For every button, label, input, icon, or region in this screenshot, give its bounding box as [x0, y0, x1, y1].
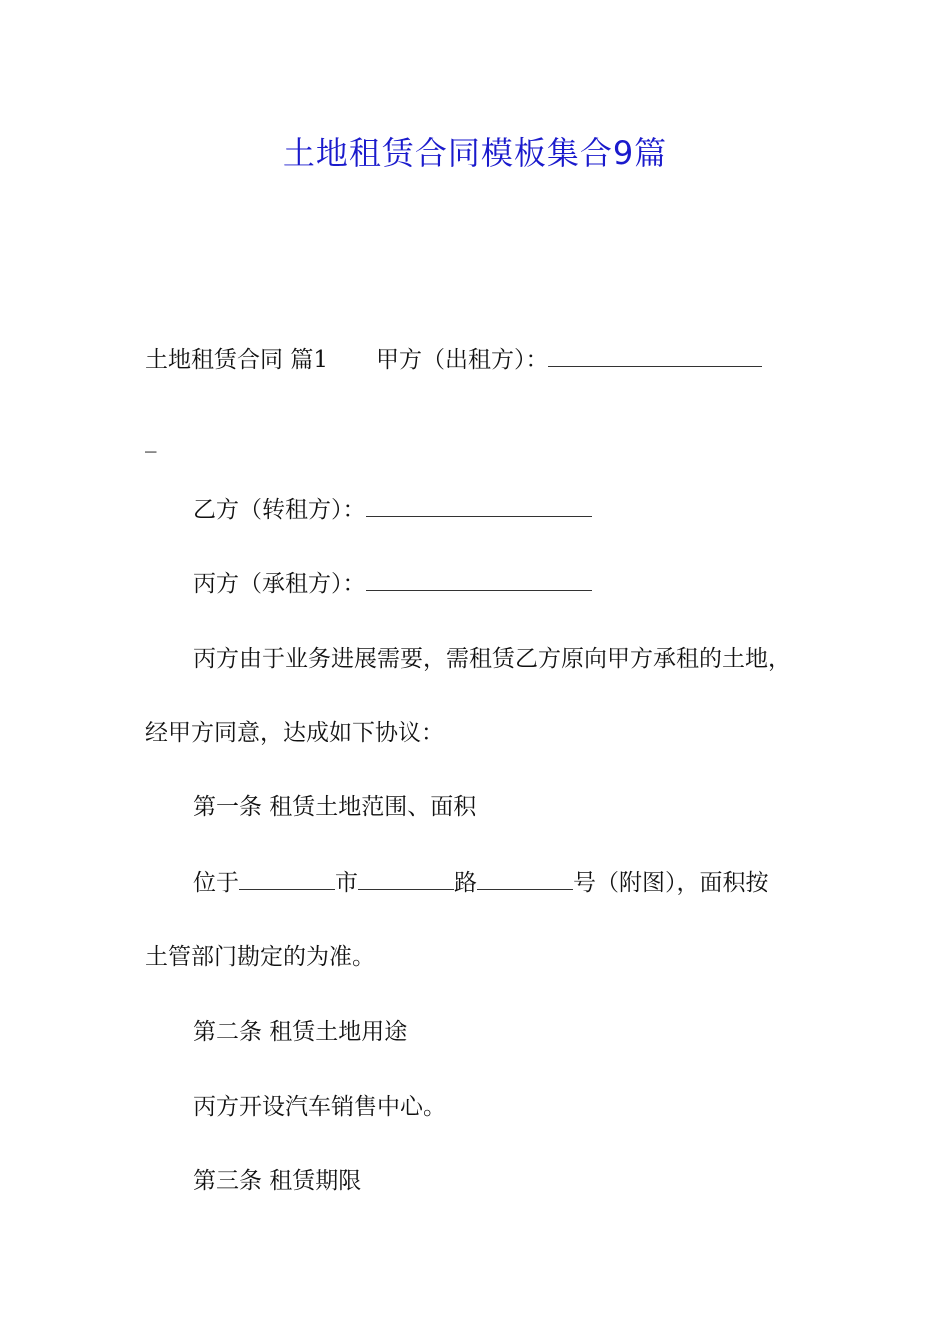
- article-1-text: [193, 868, 769, 898]
- number-blank: [477, 869, 573, 890]
- heading-line: [145, 345, 762, 375]
- party-c-line: [193, 569, 592, 599]
- article-1-part-2: 市: [335, 870, 358, 896]
- article-2-title: 第二条 租赁土地用途: [193, 1019, 408, 1045]
- article-1-line-2: 土管部门勘定的为准。: [145, 944, 375, 970]
- intro-line-2: 经甲方同意，达成如下协议：: [145, 720, 444, 746]
- road-blank: [358, 869, 454, 890]
- article-1-part-3: 路: [454, 870, 477, 896]
- article-3-title: 第三条 租赁期限: [193, 1168, 362, 1194]
- heading-number: 篇1: [290, 347, 328, 373]
- party-a-label: 甲方（出租方）：: [375, 347, 549, 373]
- heading-label: 土地租赁合同: [145, 347, 283, 373]
- party-b-line: [193, 495, 592, 525]
- party-c-blank: [366, 570, 592, 591]
- party-b-blank: [366, 496, 592, 517]
- party-a-blank: [548, 346, 762, 367]
- city-blank: [239, 869, 335, 890]
- article-1-part-1: 位于: [193, 870, 239, 896]
- party-b-label: 乙方（转租方）：: [193, 497, 366, 523]
- document-title: 土地租赁合同模板集合9篇: [282, 134, 668, 172]
- intro-line-1: 丙方由于业务进展需要，需租赁乙方原向甲方承租的土地，: [193, 646, 791, 672]
- article-1-title: 第一条 租赁土地范围、面积: [193, 794, 477, 820]
- article-2-text: 丙方开设汽车销售中心。: [193, 1094, 446, 1120]
- article-1-part-4: 号（附图），面积按: [573, 870, 769, 896]
- party-c-label: 丙方（承租方）：: [193, 571, 366, 597]
- trailing-mark: _: [145, 427, 157, 453]
